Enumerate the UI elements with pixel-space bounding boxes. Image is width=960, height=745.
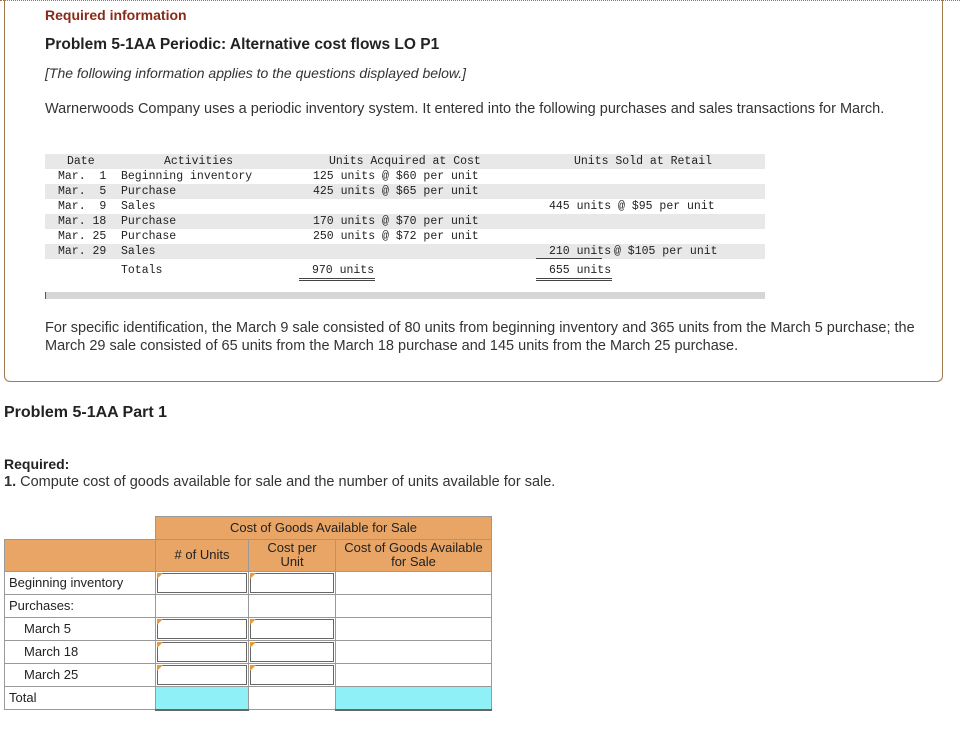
header-cost-line1: Cost per: [267, 540, 317, 555]
table-row: [45, 184, 765, 199]
beginning-cogas-cell: [336, 571, 492, 594]
required-number: 1.: [4, 474, 17, 490]
row-acquired: 250 units @ $72 per unit: [313, 230, 479, 243]
header-cogas: [336, 539, 492, 571]
march25-units-input[interactable]: [156, 663, 249, 686]
purchases-cost-cell: [249, 594, 336, 617]
march5-cogas-cell: [336, 617, 492, 640]
row-date: Mar. 25: [58, 230, 107, 243]
row-sold: 445 units @ $95 per unit: [549, 200, 715, 213]
march25-cost-input[interactable]: [249, 663, 336, 686]
row-activity: Sales: [121, 245, 156, 258]
row-label-march18: March 18: [5, 640, 156, 663]
row-activity: Beginning inventory: [121, 170, 253, 183]
part-title: Problem 5-1AA Part 1: [4, 404, 168, 421]
row-sold-rest: @ $105 per unit: [614, 245, 718, 258]
march18-units-input[interactable]: [156, 640, 249, 663]
purchases-units-cell: [156, 594, 249, 617]
header-units-sold: Units Sold at Retail: [574, 155, 713, 168]
totals-sold-text: 655 units: [549, 264, 612, 277]
header-activities: Activities: [164, 155, 234, 168]
totals-row: [45, 263, 765, 278]
group-header: Cost of Goods Available for Sale: [156, 517, 492, 540]
table-scroll-bar: [45, 292, 765, 299]
row-date: Mar. 5: [58, 185, 107, 198]
row-label-march5: March 5: [5, 617, 156, 640]
cogas-table: [4, 516, 492, 711]
march18-cogas-cell: [336, 640, 492, 663]
row-activity: Purchase: [121, 230, 177, 243]
table-row: [45, 244, 765, 259]
total-cost-cell: [249, 686, 336, 710]
row-date: Mar. 9: [58, 200, 107, 213]
total-units-cell: [156, 686, 249, 710]
row-activity: Purchase: [121, 215, 177, 228]
beginning-cost-input[interactable]: [249, 571, 336, 594]
row-label-march25: March 25: [5, 663, 156, 686]
row-label-total: Total: [5, 686, 156, 710]
table-row: [45, 199, 765, 214]
totals-acquired-text: 970 units: [312, 264, 375, 277]
march5-units-input[interactable]: [156, 617, 249, 640]
required-information-heading: Required information: [45, 7, 187, 23]
table-row: [45, 229, 765, 244]
march5-cost-input[interactable]: [249, 617, 336, 640]
row-date: Mar. 1: [58, 170, 107, 183]
table-row: [45, 214, 765, 229]
header-date: Date: [67, 155, 95, 168]
march18-cost-input[interactable]: [249, 640, 336, 663]
required-question: [4, 474, 555, 490]
row-activity: Sales: [121, 200, 156, 213]
row-sold-units-text: 210 units: [549, 245, 612, 258]
header-blank: [5, 517, 156, 540]
table-row: [45, 169, 765, 184]
row-label-purchases: Purchases:: [5, 594, 156, 617]
row-sold-units: [536, 245, 612, 259]
header-units: # of Units: [156, 539, 249, 571]
march25-cogas-cell: [336, 663, 492, 686]
beginning-units-input[interactable]: [156, 571, 249, 594]
required-label: Required:: [4, 456, 70, 472]
total-cogas-cell: [336, 686, 492, 710]
table-scroll-bar-edge: [45, 292, 46, 299]
transactions-header-row: [45, 154, 765, 169]
totals-label: Totals: [121, 264, 163, 277]
specific-identification-text: For specific identification, the March 9 sale consisted of 80 units from beginning inventory and 365 units from the March 5 purchase; the March 29 sale consisted of 65 units from the March 18 purchase and 145 units from the March 25 purchase.: [45, 320, 915, 354]
purchases-cogas-cell: [336, 594, 492, 617]
header-cogas-line1: Cost of Goods Available: [344, 540, 483, 555]
row-label-beginning: Beginning inventory: [5, 571, 156, 594]
applies-note: [The following information applies to the questions displayed below.]: [45, 65, 467, 81]
required-question-text: Compute cost of goods available for sale and the number of units available for sale.: [20, 474, 556, 490]
header-cogas-line2: for Sale: [391, 554, 436, 569]
row-acquired: 125 units @ $60 per unit: [313, 170, 479, 183]
row-acquired: 425 units @ $65 per unit: [313, 185, 479, 198]
header-units-acquired: Units Acquired at Cost: [329, 155, 481, 168]
row-acquired: 170 units @ $70 per unit: [313, 215, 479, 228]
row-date: Mar. 29: [58, 245, 107, 258]
totals-sold: [536, 264, 612, 281]
header-cost-line2: Unit: [280, 554, 304, 569]
problem-title: Problem 5-1AA Periodic: Alternative cost flows LO P1: [45, 36, 440, 53]
intro-text: Warnerwoods Company uses a periodic inventory system. It entered into the following purchases and sales transactions for March.: [45, 101, 885, 117]
row-activity: Purchase: [121, 185, 177, 198]
row-date: Mar. 18: [58, 215, 107, 228]
header-label-col: [5, 539, 156, 571]
totals-acquired: [299, 264, 375, 281]
header-cost-per-unit: [249, 539, 336, 571]
